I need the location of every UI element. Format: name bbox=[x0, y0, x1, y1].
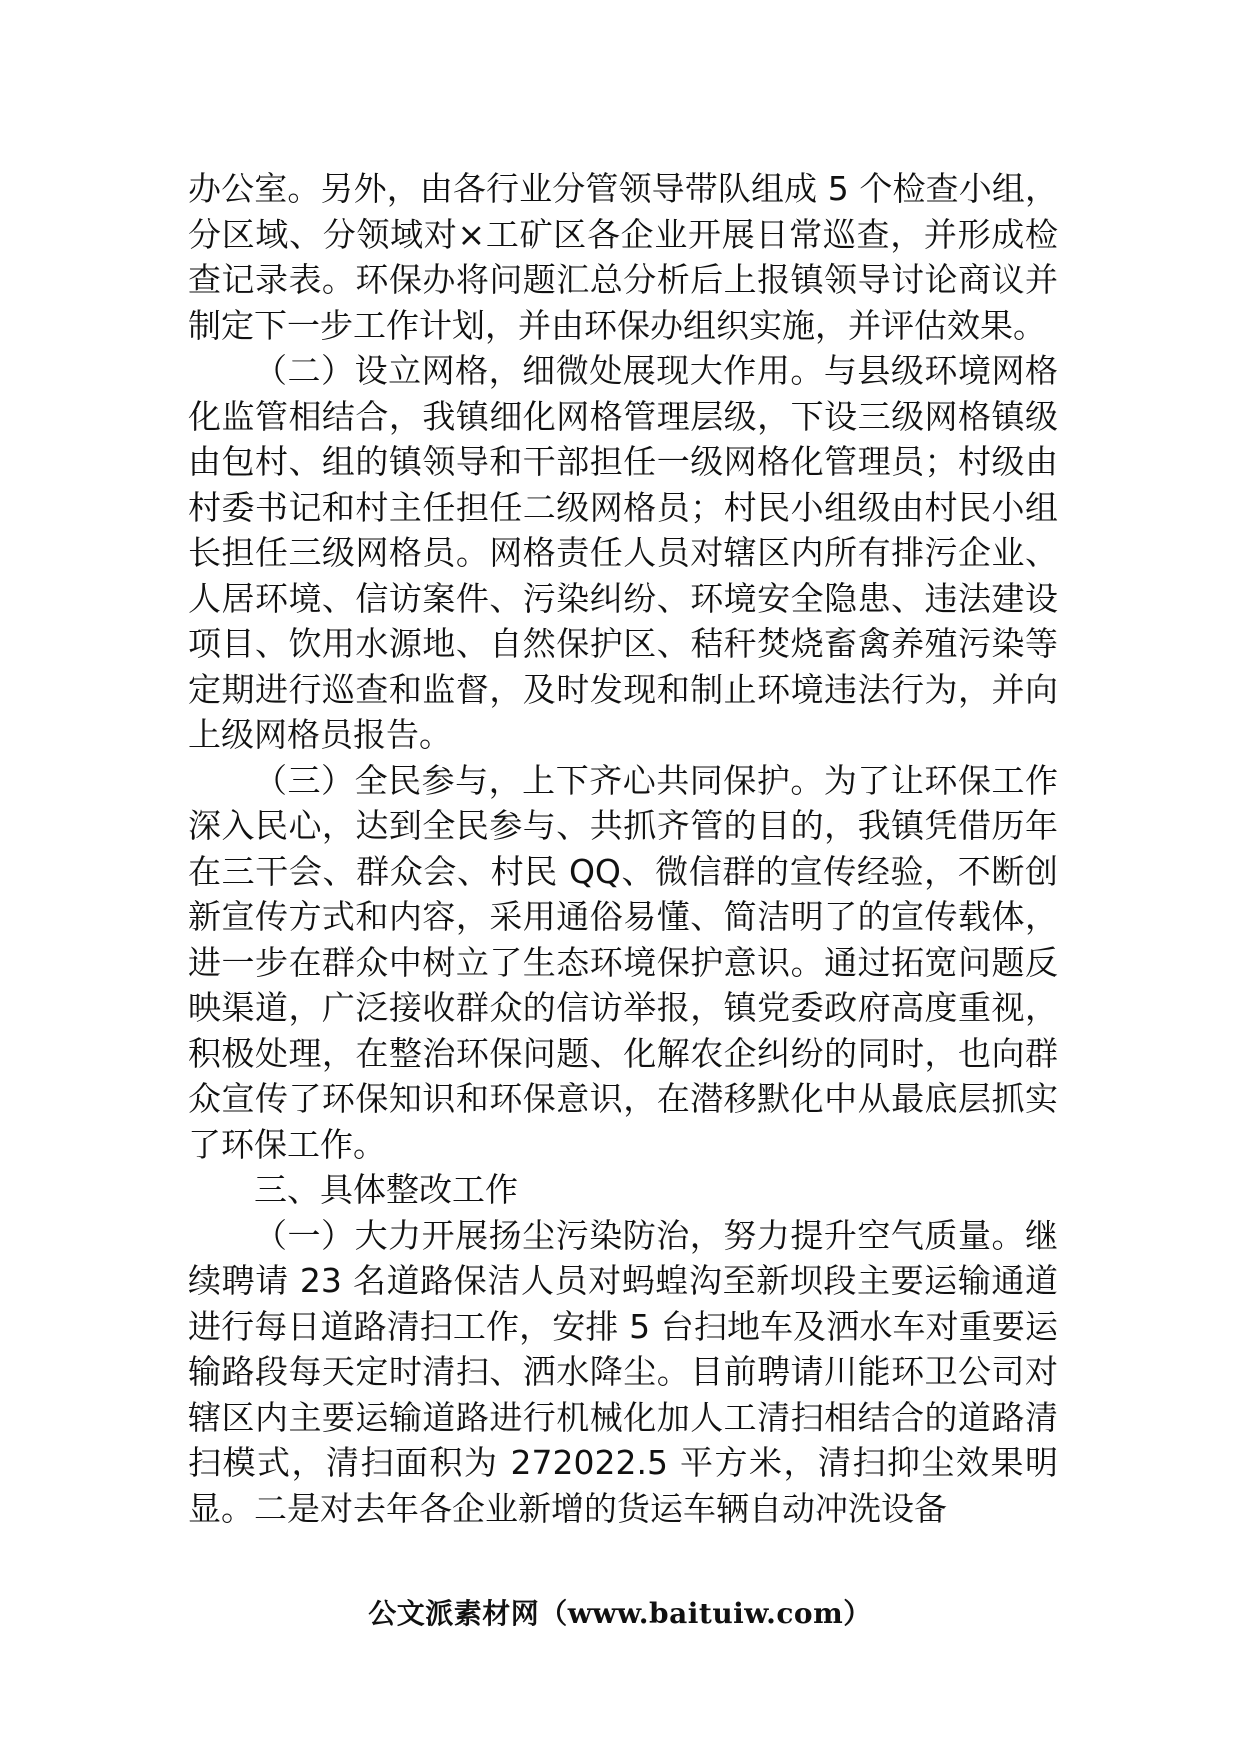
heading-rectification-work: 三、具体整改工作 bbox=[254, 1170, 518, 1209]
paragraph-continuation: 办公室。另外，由各行业分管领导带队组成 5 个检查小组，分区域、分领域对×工矿区各企业开展日常巡查，并形成检查记录表。环保办将问题汇总分析后上报镇领导讨论商议并制定下一步工作计划，并由环保办组织实施，并评估效果。 bbox=[188, 169, 1058, 345]
paragraph-section-3: （三）全民参与，上下齐心共同保护。为了让环保工作深入民心，达到全民参与、共抓齐管的目的，我镇凭借历年在三干会、群众会、村民 QQ、微信群的宣传经验，不断创新宣传方式和内容，采用通俗易懂、简洁明了的宣传载体，进一步在群众中树立了生态环境保护意识。通过拓宽问题反映渠道，广泛接收群众的信访举报，镇党委政府高度重视，积极处理，在整治环保问题、化解农企纠纷的同时，也向群众宣传了环保知识和环保意识，在潜移默化中从最底层抓实了环保工作。 bbox=[188, 760, 1058, 1164]
paragraph-dust-control: （一）大力开展扬尘污染防治，努力提升空气质量。继续聘请 23 名道路保洁人员对蚂蝗沟至新坝段主要运输通道进行每日道路清扫工作，安排 5 台扫地车及洒水车对重要运输路段每天定时清扫、洒水降尘。目前聘请川能环卫公司对辖区内主要运输道路进行机械化加人工清扫相结合的道路清扫模式，清扫面积为 272022.5 平方米，清扫抑尘效果明显。二是对去年各企业新增的货运车辆自动冲洗设备 bbox=[188, 1215, 1058, 1528]
paragraph-section-2: （二）设立网格，细微处展现大作用。与县级环境网格化监管相结合，我镇细化网格管理层级，下设三级网格镇级由包村、组的镇领导和干部担任一级网格化管理员；村级由村委书记和村主任担任二级网格员；村民小组级由村民小组长担任三级网格员。网格责任人员对辖区内所有排污企业、人居环境、信访案件、污染纠纷、环境安全隐患、违法建设项目、饮用水源地、自然保护区、秸秆焚烧畜禽养殖污染等定期进行巡查和监督，及时发现和制止环境违法行为，并向上级网格员报告。 bbox=[188, 351, 1058, 754]
document-body bbox=[188, 166, 1058, 1531]
footer-watermark: 公文派素材网（www.baituiw.com） bbox=[368, 1597, 872, 1630]
